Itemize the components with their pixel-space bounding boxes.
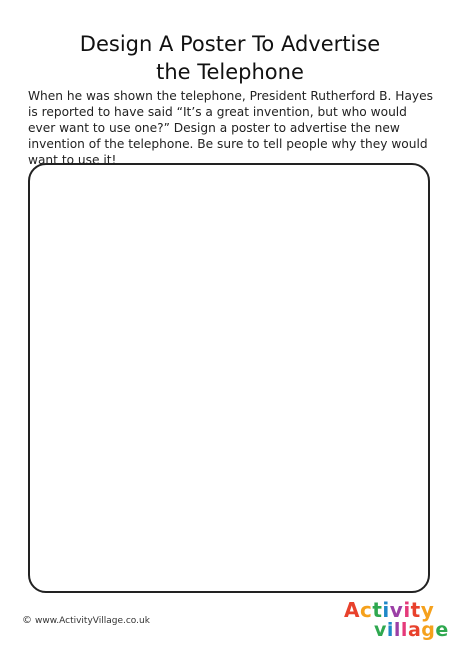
logo-letter: A [344, 598, 360, 622]
instructions-text: When he was shown the telephone, President Rutherford B. Hayes is reported to have said “It’s a great invention, but who would ever want to use one?” Design a poster to advertise the new invention of the telephone. Be sure to tell people why they would want to use it! [28, 89, 433, 167]
logo-letter: t [372, 598, 383, 622]
logo-letter: a [407, 619, 422, 641]
logo-letter: e [435, 619, 449, 641]
logo-letter: v [389, 598, 404, 622]
logo-letter: v [374, 619, 387, 641]
logo-letter: t [410, 598, 421, 622]
title-line-1: Design A Poster To Advertise [79, 32, 381, 56]
logo-letter: i [386, 619, 394, 641]
title-line-2: the Telephone [156, 60, 304, 84]
activity-village-logo [340, 598, 449, 646]
logo-letter: y [420, 598, 435, 622]
logo-word-village [374, 619, 449, 641]
page-title [0, 30, 460, 86]
footer-copyright [22, 615, 150, 627]
poster-drawing-area[interactable] [28, 163, 430, 593]
logo-letter: l [400, 619, 408, 641]
logo-letter: l [393, 619, 401, 641]
website-url: www.ActivityVillage.co.uk [35, 616, 150, 626]
logo-letter: i [382, 598, 390, 622]
copyright-icon: © [22, 615, 32, 626]
logo-letter: g [421, 619, 436, 641]
logo-letter: c [359, 598, 373, 622]
logo-letter: i [403, 598, 411, 622]
